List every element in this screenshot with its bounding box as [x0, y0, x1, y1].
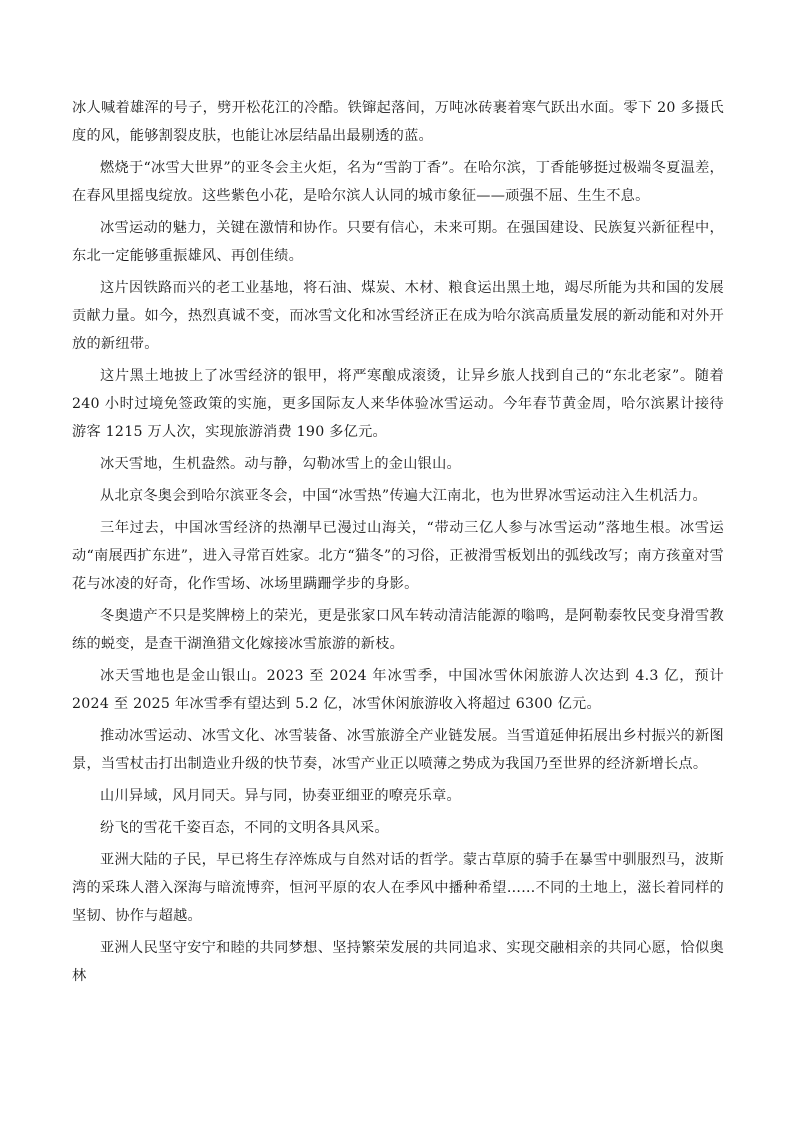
paragraph: 从北京冬奥会到哈尔滨亚冬会，中国“冰雪热”传遍大江南北，也为世界冰雪运动注入生机活力。	[100, 488, 707, 504]
paragraph: 冰天雪地也是金山银山。2023 至 2024 年冰雪季，中国冰雪休闲旅游人次达到 4.3 亿，预计 2024 至 2025 年冰雪季有望达到 5.2 亿，冰雪休闲旅游收入将超过 6300 亿元。	[72, 668, 724, 712]
paragraph: 冰天雪地，生机盎然。动与静，勾勒冰雪上的金山银山。	[100, 456, 461, 472]
paragraph: 三年过去，中国冰雪经济的热潮早已漫过山海关，“带动三亿人参与冰雪运动”落地生根。冰雪运动“南展西扩东进”，进入寻常百姓家。北方“猫冬”的习俗，正被滑雪板划出的弧线改写；南方孩童对雪花与冰凌的好奇，化作雪场、冰场里蹒跚学步的身影。	[72, 520, 724, 592]
document-body	[72, 94, 724, 994]
paragraph: 冰雪运动的魅力，关键在激情和协作。只要有信心，未来可期。在强国建设、民族复兴新征程中，东北一定能够重振雄风、再创佳绩。	[72, 220, 724, 264]
paragraph: 燃烧于“冰雪大世界”的亚冬会主火炬，名为“雪韵丁香”。在哈尔滨，丁香能够挺过极端冬夏温差，在春风里摇曳绽放。这些紫色小花，是哈尔滨人认同的城市象征——顽强不屈、生生不息。	[72, 160, 724, 204]
paragraph: 纷飞的雪花千姿百态，不同的文明各具风采。	[100, 820, 389, 836]
paragraph: 冰人喊着雄浑的号子，劈开松花江的冷酷。铁镩起落间，万吨冰砖裹着寒气跃出水面。零下 20 多摄氏度的风，能够割裂皮肤，也能让冰层结晶出最剔透的蓝。	[72, 100, 724, 144]
paragraph: 推动冰雪运动、冰雪文化、冰雪装备、冰雪旅游全产业链发展。当雪道延伸拓展出乡村振兴的新图景，当雪杖击打出制造业升级的快节奏，冰雪产业正以喷薄之势成为我国乃至世界的经济新增长点。	[72, 728, 724, 772]
paragraph: 这片黑土地披上了冰雪经济的银甲，将严寒酿成滚烫，让异乡旅人找到自己的“东北老家”。随着 240 小时过境免签政策的实施，更多国际友人来华体验冰雪运动。今年春节黄金周，哈尔滨累计接待游客 1215 万人次，实现旅游消费 190 多亿元。	[72, 368, 724, 440]
paragraph: 亚洲大陆的子民，早已将生存淬炼成与自然对话的哲学。蒙古草原的骑手在暴雪中驯服烈马，波斯湾的采珠人潜入深海与暗流博弈，恒河平原的农人在季风中播种希望……不同的土地上，滋长着同样的坚韧、协作与超越。	[72, 852, 724, 924]
paragraph: 山川异域，风月同天。异与同，协奏亚细亚的嘹亮乐章。	[100, 788, 461, 804]
paragraph: 亚洲人民坚守安宁和睦的共同梦想、坚持繁荣发展的共同追求、实现交融相亲的共同心愿，恰似奥林	[72, 940, 724, 984]
paragraph: 这片因铁路而兴的老工业基地，将石油、煤炭、木材、粮食运出黑土地，竭尽所能为共和国的发展贡献力量。如今，热烈真诚不变，而冰雪文化和冰雪经济正在成为哈尔滨高质量发展的新动能和对外开放的新纽带。	[72, 280, 724, 352]
paragraph: 冬奥遗产不只是奖牌榜上的荣光，更是张家口风车转动清洁能源的嗡鸣，是阿勒泰牧民变身滑雪教练的蜕变，是查干湖渔猎文化嫁接冰雪旅游的新枝。	[72, 608, 724, 652]
